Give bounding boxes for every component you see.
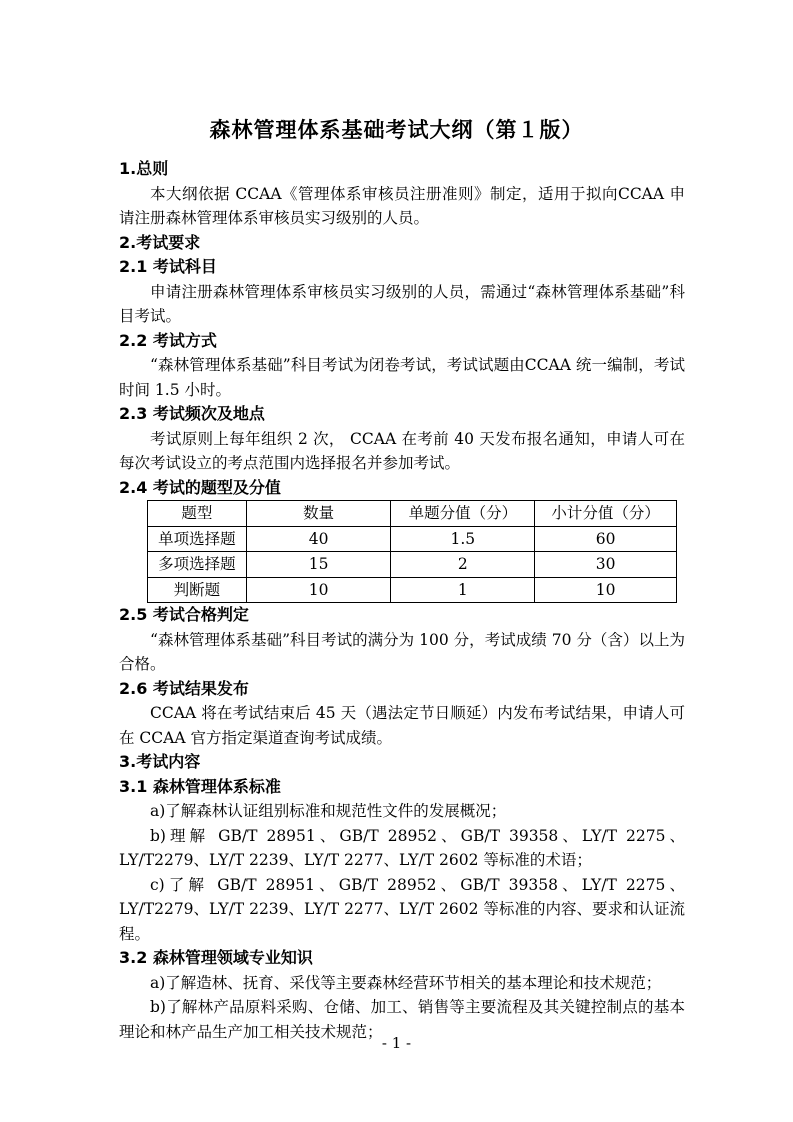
- heading-2-4: 2.4 考试的题型及分值: [119, 477, 281, 497]
- table-row: [148, 552, 677, 578]
- table-cell: 1.5: [391, 526, 535, 552]
- heading-2-5: 2.5 考试合格判定: [119, 605, 249, 624]
- heading-2-3: 2.3 考试频次及地点: [119, 404, 265, 423]
- heading-2-1: 2.1 考试科目: [119, 257, 217, 276]
- page-number: - 1 -: [381, 1034, 412, 1052]
- paragraph-3-2-b: b)了解林产品原料采购、仓储、加工、销售等主要流程及其关键控制点的基本理论和林产品生产加工相关技术规范；: [119, 998, 685, 1041]
- paragraph-1: 本大纲依据 CCAA《管理体系审核员注册准则》制定，适用于拟向CCAA 申请注册森林管理体系审核员实习级别的人员。: [119, 184, 685, 227]
- paragraph-2-1: 申请注册森林管理体系审核员实习级别的人员，需通过“森林管理体系基础”科目考试。: [119, 282, 685, 325]
- table-cell: 30: [535, 552, 677, 578]
- table-cell: 2: [391, 552, 535, 578]
- heading-2-2: 2.2 考试方式: [119, 330, 217, 350]
- table-header-cell: 数量: [246, 501, 391, 527]
- table-header-cell: 单题分值（分）: [391, 501, 535, 527]
- heading-3-1: 3.1 森林管理体系标准: [119, 776, 281, 796]
- heading-2: 2.考试要求: [119, 232, 201, 252]
- heading-3-2: 3.2 森林管理领域专业知识: [119, 948, 313, 967]
- paragraph-2-5: “森林管理体系基础”科目考试的满分为 100 分，考试成绩 70 分（含）以上为合格。: [119, 630, 685, 673]
- paragraph-3-1-b: b)理解 GB/T 28951、GB/T 28952、GB/T 39358、LY/T 2275、LY/T2279、LY/T 2239、LY/T 2277、LY/T 2602 等标准的术语；: [119, 826, 685, 869]
- paragraph-2-3: 考试原则上每年组织 2 次， CCAA 在考前 40 天发布报名通知，申请人可在每次考试设立的考点范围内选择报名并参加考试。: [119, 429, 685, 472]
- document-title: 森林管理体系基础考试大纲（第１版）: [209, 118, 584, 142]
- table-row: [148, 526, 677, 552]
- score-table: [147, 500, 677, 603]
- table-cell: 1: [391, 577, 535, 603]
- table-cell: 60: [535, 526, 677, 552]
- table-cell: 10: [535, 577, 677, 603]
- table-cell: 40: [246, 526, 391, 552]
- paragraph-3-2-a: a)了解造林、抚育、采伐等主要森林经营环节相关的基本理论和技术规范；: [150, 973, 662, 992]
- paragraph-2-6: CCAA 将在考试结束后 45 天（遇法定节日顺延）内发布考试结果，申请人可在 CCAA 官方指定渠道查询考试成绩。: [119, 704, 685, 747]
- table-header-cell: 题型: [148, 501, 247, 527]
- table-cell: 单项选择题: [148, 526, 247, 552]
- document-body: [119, 157, 685, 1044]
- table-cell: 15: [246, 552, 391, 578]
- table-row: [148, 577, 677, 603]
- heading-1: 1.总则: [119, 159, 169, 178]
- paragraph-3-1-a: a)了解森林认证组别标准和规范性文件的发展概况；: [150, 802, 507, 820]
- table-header-row: [148, 501, 677, 527]
- heading-3: 3.考试内容: [119, 752, 201, 771]
- table-header-cell: 小计分值（分）: [535, 501, 677, 527]
- paragraph-3-1-c: c)了解 GB/T 28951、GB/T 28952、GB/T 39358、LY/T 2275、LY/T2279、LY/T 2239、LY/T 2277、LY/T 2602 等标准的内容、要求和认证流程。: [119, 875, 685, 943]
- table-cell: 多项选择题: [148, 552, 247, 578]
- paragraph-2-2: “森林管理体系基础”科目考试为闭卷考试，考试试题由CCAA 统一编制，考试时间 1.5 小时。: [119, 356, 685, 399]
- table-cell: 判断题: [148, 577, 247, 603]
- heading-2-6: 2.6 考试结果发布: [119, 678, 249, 698]
- table-cell: 10: [246, 577, 391, 603]
